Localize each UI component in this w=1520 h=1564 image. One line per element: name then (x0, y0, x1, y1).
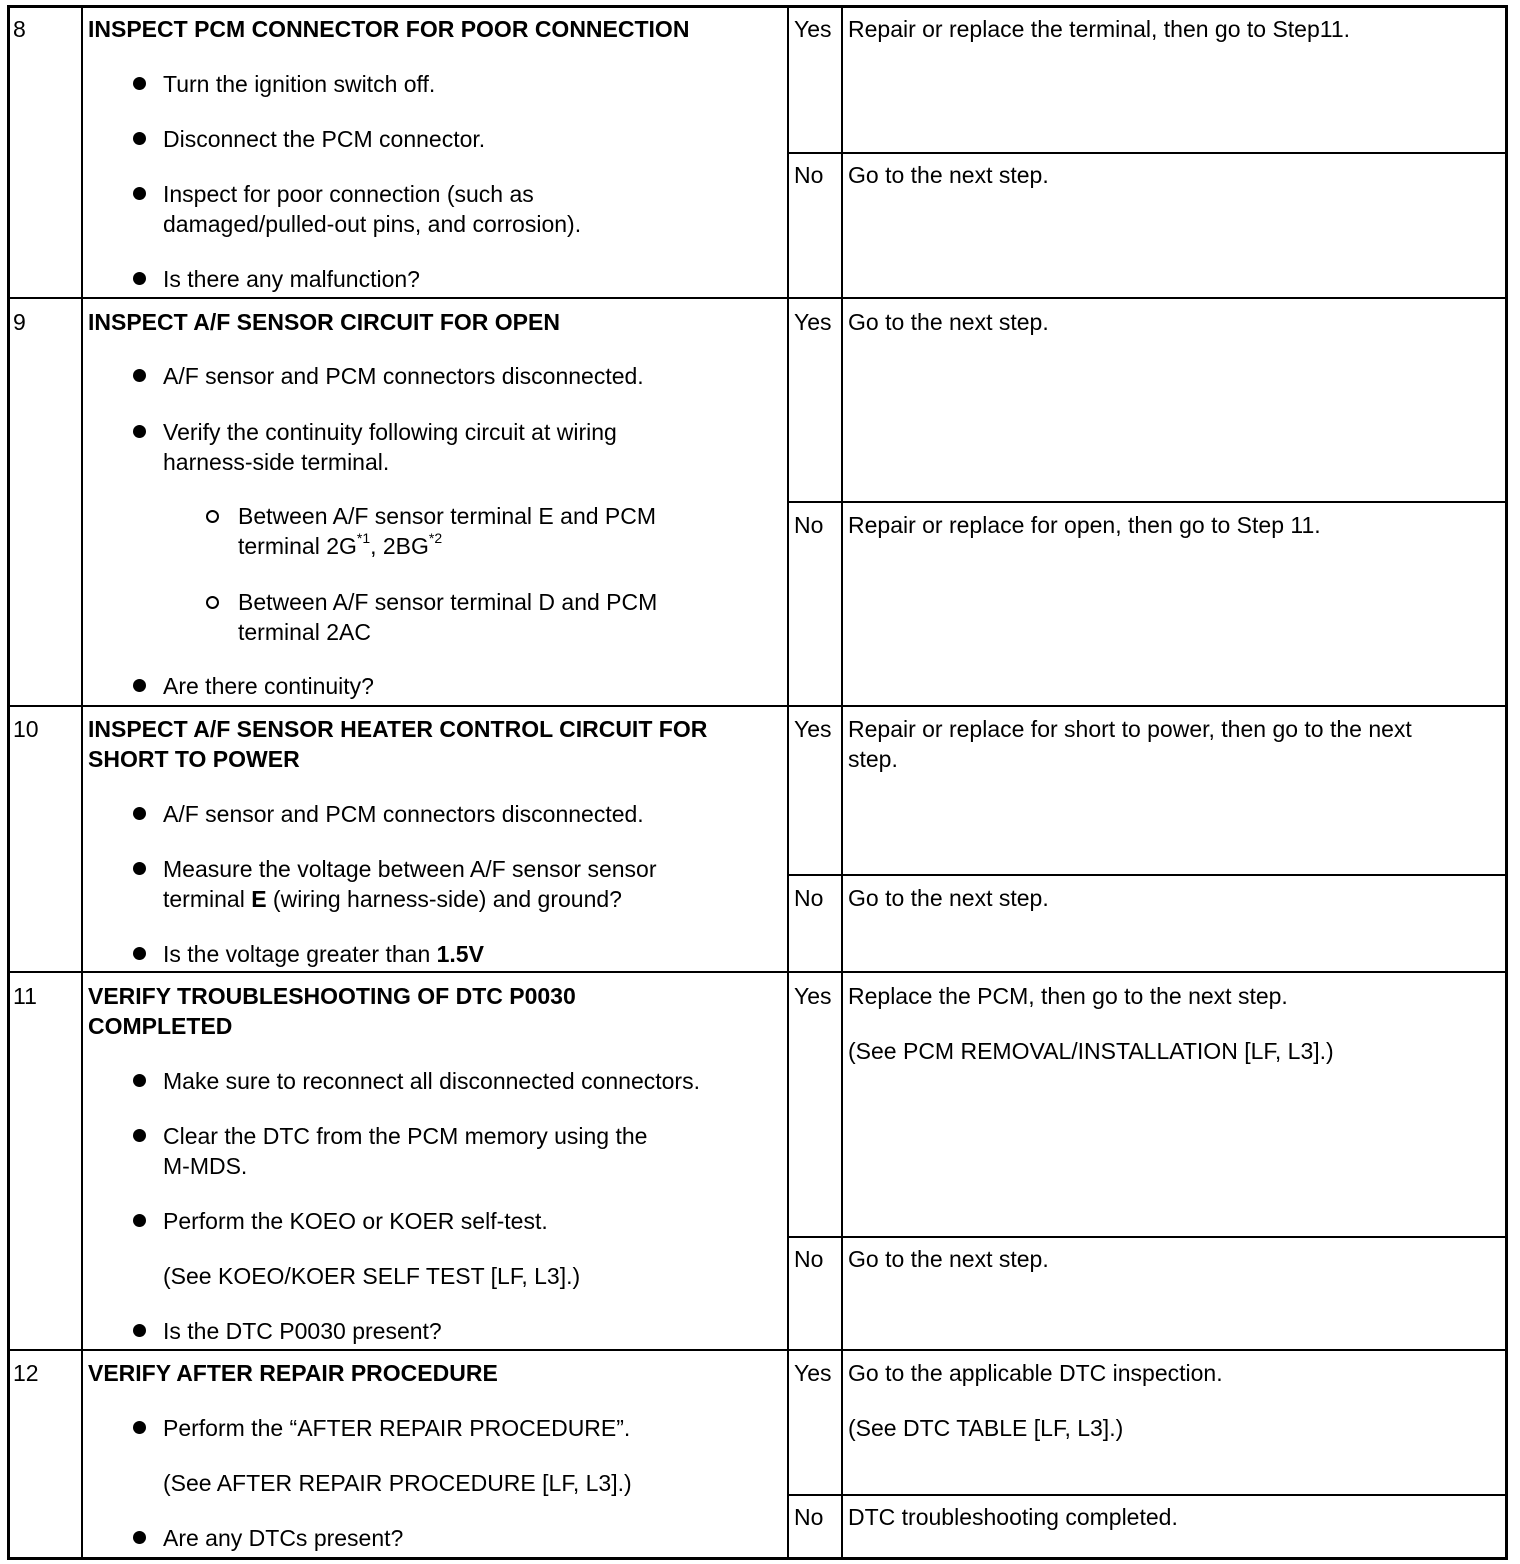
yes-no-divider (788, 501, 1508, 503)
step-bullet: Turn the ignition switch off. (163, 71, 436, 97)
yes-action-continued: step. (848, 746, 898, 772)
step-number: 12 (13, 1360, 39, 1386)
answer-no: No (794, 512, 824, 538)
yes-action: Go to the applicable DTC inspection. (848, 1360, 1223, 1386)
step-question: Is the DTC P0030 present? (163, 1318, 442, 1344)
yes-action: Repair or replace for short to power, then go to the next (848, 716, 1412, 742)
bullet-icon (133, 77, 146, 90)
step-title-continued: COMPLETED (88, 1013, 233, 1039)
yes-no-divider (788, 1494, 1508, 1496)
bullet-icon (133, 1531, 146, 1544)
step-bullet: Disconnect the PCM connector. (163, 126, 486, 152)
sub-bullet: Between A/F sensor terminal E and PCM (238, 503, 657, 529)
yes-reference: (See PCM REMOVAL/INSTALLATION [LF, L3].) (848, 1038, 1334, 1064)
bullet-icon (133, 807, 146, 820)
bullet-icon (133, 1421, 146, 1434)
step-number: 9 (13, 309, 26, 335)
step-bullet: Perform the “AFTER REPAIR PROCEDURE”. (163, 1415, 631, 1441)
row-divider (7, 705, 1508, 707)
step-question: Are there continuity? (163, 673, 374, 699)
bullet-icon (133, 679, 146, 692)
step-bullet: Clear the DTC from the PCM memory using the (163, 1123, 648, 1149)
footnote-marker: *2 (428, 530, 443, 547)
reference-note: (See AFTER REPAIR PROCEDURE [LF, L3].) (163, 1470, 632, 1496)
yes-action: Go to the next step. (848, 309, 1049, 335)
sub-bullet-continued: terminal $2G^{*1}$, 2BG$^{*2}$ (238, 530, 443, 559)
step-bullet: Make sure to reconnect all disconnected connectors. (163, 1068, 700, 1094)
answer-yes: Yes (794, 309, 832, 335)
step-title: VERIFY TROUBLESHOOTING OF DTC P0030 (88, 983, 576, 1009)
bullet-icon (133, 425, 146, 438)
step-question: Are any DTCs present? (163, 1525, 404, 1551)
step-number: 8 (13, 16, 26, 42)
reference-note: (See KOEO/KOER SELF TEST [LF, L3].) (163, 1263, 581, 1289)
sub-bullet-icon (206, 510, 219, 523)
bullet-icon (133, 132, 146, 145)
step-title: VERIFY AFTER REPAIR PROCEDURE (88, 1360, 498, 1386)
step-title: INSPECT PCM CONNECTOR FOR POOR CONNECTION (88, 16, 690, 42)
column-divider (81, 5, 83, 1560)
column-divider (841, 5, 843, 1560)
step-number: 11 (13, 983, 37, 1009)
sub-bullet: Between A/F sensor terminal D and PCM (238, 589, 658, 615)
step-bullet-continued: harness-side terminal. (163, 449, 390, 475)
yes-action: Repair or replace the terminal, then go to Step11. (848, 16, 1351, 42)
step-question: Is there any malfunction? (163, 266, 420, 292)
step-title: INSPECT A/F SENSOR HEATER CONTROL CIRCUIT FOR (88, 716, 708, 742)
step-bullet-continued: terminal E (wiring harness-side) and ground? (163, 886, 622, 912)
bullet-icon (133, 1324, 146, 1337)
step-bullet-continued: damaged/pulled-out pins, and corrosion). (163, 211, 582, 237)
step-number: 10 (13, 716, 39, 742)
bullet-icon (133, 369, 146, 382)
answer-yes: Yes (794, 716, 832, 742)
bullet-icon (133, 862, 146, 875)
yes-no-divider (788, 874, 1508, 876)
answer-yes: Yes (794, 1360, 832, 1386)
step-question: Is the voltage greater than 1.5V (163, 941, 484, 967)
step-title: INSPECT A/F SENSOR CIRCUIT FOR OPEN (88, 309, 560, 335)
no-action: Repair or replace for open, then go to Step 11. (848, 512, 1321, 538)
row-divider (7, 1349, 1508, 1351)
bullet-icon (133, 187, 146, 200)
answer-no: No (794, 1504, 824, 1530)
answer-yes: Yes (794, 16, 832, 42)
answer-no: No (794, 162, 824, 188)
no-action: Go to the next step. (848, 1246, 1049, 1272)
sub-bullet-icon (206, 596, 219, 609)
answer-no: No (794, 885, 824, 911)
bullet-icon (133, 1129, 146, 1142)
answer-no: No (794, 1246, 824, 1272)
yes-no-divider (788, 1236, 1508, 1238)
answer-yes: Yes (794, 983, 832, 1009)
bullet-icon (133, 947, 146, 960)
step-bullet: Measure the voltage between A/F sensor sensor (163, 856, 657, 882)
step-title-continued: SHORT TO POWER (88, 746, 300, 772)
yes-no-divider (788, 152, 1508, 154)
bullet-icon (133, 1074, 146, 1087)
step-bullet: Perform the KOEO or KOER self-test. (163, 1208, 548, 1234)
sub-bullet-continued: terminal 2AC (238, 619, 371, 645)
step-bullet: A/F sensor and PCM connectors disconnected. (163, 363, 644, 389)
footnote-marker: *1 (356, 530, 371, 547)
no-action: Go to the next step. (848, 885, 1049, 911)
yes-action: Replace the PCM, then go to the next step. (848, 983, 1288, 1009)
yes-reference: (See DTC TABLE [LF, L3].) (848, 1415, 1124, 1441)
step-bullet: Verify the continuity following circuit at wiring (163, 419, 617, 445)
bullet-icon (133, 272, 146, 285)
no-action: Go to the next step. (848, 162, 1049, 188)
step-bullet: Inspect for poor connection (such as (163, 181, 534, 207)
step-bullet-continued: M-MDS. (163, 1153, 248, 1179)
row-divider (7, 971, 1508, 973)
bullet-icon (133, 1214, 146, 1227)
no-action: DTC troubleshooting completed. (848, 1504, 1178, 1530)
row-divider (7, 297, 1508, 299)
column-divider (787, 5, 789, 1560)
step-bullet: A/F sensor and PCM connectors disconnected. (163, 801, 644, 827)
